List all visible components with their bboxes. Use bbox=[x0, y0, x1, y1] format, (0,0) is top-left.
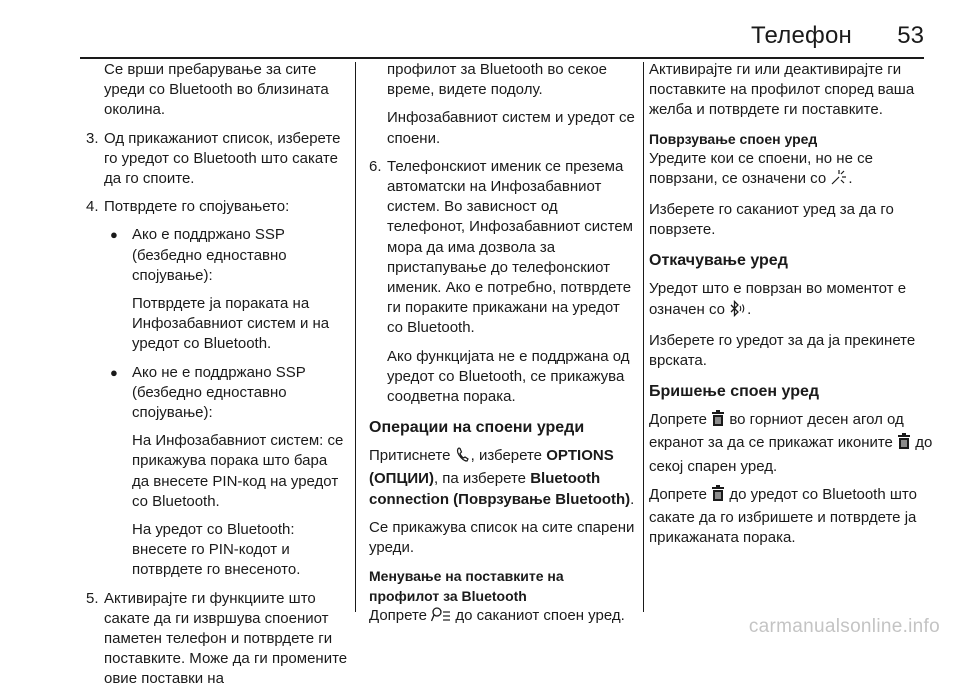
disconnect-paragraph-2: Изберете го уредот за да ја прекинете врската. bbox=[649, 331, 916, 370]
watermark: carmanualsonline.info bbox=[748, 616, 940, 637]
step-number: 5. bbox=[86, 589, 99, 607]
text: Допрете bbox=[649, 411, 708, 429]
bluetooth-icon bbox=[729, 300, 747, 323]
phone-icon bbox=[455, 446, 471, 469]
column-divider bbox=[643, 62, 644, 612]
step-5-continued: профилот за Bluetooth во секое време, видете подолу. bbox=[387, 61, 608, 99]
trash-icon bbox=[711, 410, 725, 433]
bullet-icon: ● bbox=[110, 227, 118, 243]
text: Уредот што е поврзан во моментот е означен со bbox=[649, 280, 907, 318]
bullet-text: Ако е поддржано SSP (безбедно едноставно спојување): bbox=[132, 226, 287, 284]
text: Допрете bbox=[649, 485, 708, 503]
bullet-text: Ако не е поддржано SSP (безбедно едноставно спојување): bbox=[132, 363, 306, 422]
trash-icon bbox=[897, 433, 911, 456]
profile-settings-icon bbox=[431, 606, 451, 629]
column-1 bbox=[86, 60, 348, 698]
step-6 bbox=[369, 157, 637, 339]
heading-operations: Операции на споени уреди bbox=[369, 419, 585, 437]
bullet-ssp-supported bbox=[86, 225, 348, 286]
heading-connect: Поврзување споен уред bbox=[649, 130, 818, 147]
step-number: 3. bbox=[86, 129, 99, 147]
page-number: 53 bbox=[897, 22, 924, 49]
operations-paragraph bbox=[369, 446, 637, 510]
text: , па изберете bbox=[433, 470, 527, 488]
text: . bbox=[747, 300, 752, 318]
connect-paragraph-2: Изберете го саканиот уред за да го поврзете. bbox=[649, 201, 894, 239]
step-text: Потврдете го спојувањето: bbox=[104, 198, 290, 216]
text: Уредите кои се споени, но не се поврзани, се означени со bbox=[649, 149, 873, 187]
text: до уредот со Bluetooth што сакате да го избришете и потврдете ја прикажаната порака. bbox=[649, 485, 917, 547]
trash-icon bbox=[711, 485, 725, 508]
step-number: 6. bbox=[369, 157, 382, 175]
text: , изберете bbox=[470, 447, 543, 465]
operations-paragraph-2: Се прикажува список на сите спарени уреди. bbox=[369, 518, 635, 557]
bullet-detail: Потврдете ја пораката на Инфозабавниот систем и на уредот со Bluetooth. bbox=[132, 295, 330, 353]
bullet-detail: На уредот со Bluetooth: внесете го PIN-кодот и потврдете го внесеното. bbox=[132, 521, 301, 579]
heading-disconnect: Откачување уред bbox=[649, 252, 788, 270]
page-header bbox=[0, 0, 960, 60]
delete-paragraph-1 bbox=[649, 410, 935, 477]
profile-paragraph-continued: Активирајте ги или деактивирајте ги поставките на профилот според ваша желба и потврдете ги поставките. bbox=[649, 61, 915, 119]
bullet-ssp-not-supported bbox=[86, 363, 348, 424]
step-6-note: Ако функцијата не е поддржана од уредот со Bluetooth, се прикажува соодветна порака. bbox=[387, 347, 630, 406]
text: . bbox=[848, 169, 853, 187]
text: до секој спарен уред. bbox=[649, 434, 933, 475]
step-text: Од прикажаниот список, изберете го уредот со Bluetooth што сакате да го споите. bbox=[104, 129, 341, 188]
column-divider bbox=[355, 62, 356, 612]
column-3 bbox=[649, 60, 935, 556]
step-number: 4. bbox=[86, 198, 99, 216]
page-title: Телефон bbox=[751, 22, 852, 49]
text: до саканиот споен уред. bbox=[455, 607, 625, 625]
step-3 bbox=[86, 129, 348, 190]
bluetooth-connection-label: Bluetooth connection (Поврзување Bluetooth) bbox=[369, 470, 631, 508]
bullet-detail: На Инфозабавниот систем: се прикажува порака што бара да внесете PIN-код на уредот со Bluetooth. bbox=[132, 432, 344, 510]
heading-profile-settings: Менување на поставките на профилот за Bluetooth bbox=[369, 568, 564, 605]
delete-paragraph-2 bbox=[649, 485, 935, 549]
step-5-result: Инфозабавниот систем и уредот се споени. bbox=[387, 109, 635, 147]
step-text: Активирајте ги функциите што сакате да ги извршува споениот паметен телефон и потврдете ги поставките. Може да ги промените овие поставки на bbox=[104, 589, 348, 688]
text: Допрете bbox=[369, 607, 428, 625]
profile-paragraph bbox=[369, 606, 637, 629]
bullet-icon: ● bbox=[110, 364, 118, 380]
text: . bbox=[630, 490, 635, 508]
header-rule bbox=[80, 57, 924, 59]
step-5 bbox=[86, 589, 348, 690]
column-2 bbox=[369, 60, 637, 637]
heading-delete: Бришење споен уред bbox=[649, 383, 820, 401]
text: Притиснете bbox=[369, 447, 451, 465]
options-label: OPTIONS (ОПЦИИ) bbox=[369, 447, 614, 488]
step-text: Телефонскиот именик се презема автоматски на Инфозабавниот систем. Во зависност од телефонот, Инфозабавниот систем мора да има дозвола за пристапување до телефонскиот именик. Ако е потребно, потврдете ги пораките прикажани на уредот со Bluetooth. bbox=[387, 157, 633, 337]
connect-paragraph bbox=[649, 149, 935, 192]
connect-icon bbox=[830, 169, 848, 192]
step-4 bbox=[86, 197, 348, 217]
text: во горниот десен агол од екранот за да се прикажат иконите bbox=[649, 411, 904, 452]
intro-paragraph: Се врши пребарување за сите уреди со Bluetooth во близината околина. bbox=[104, 61, 329, 119]
disconnect-paragraph bbox=[649, 279, 935, 322]
